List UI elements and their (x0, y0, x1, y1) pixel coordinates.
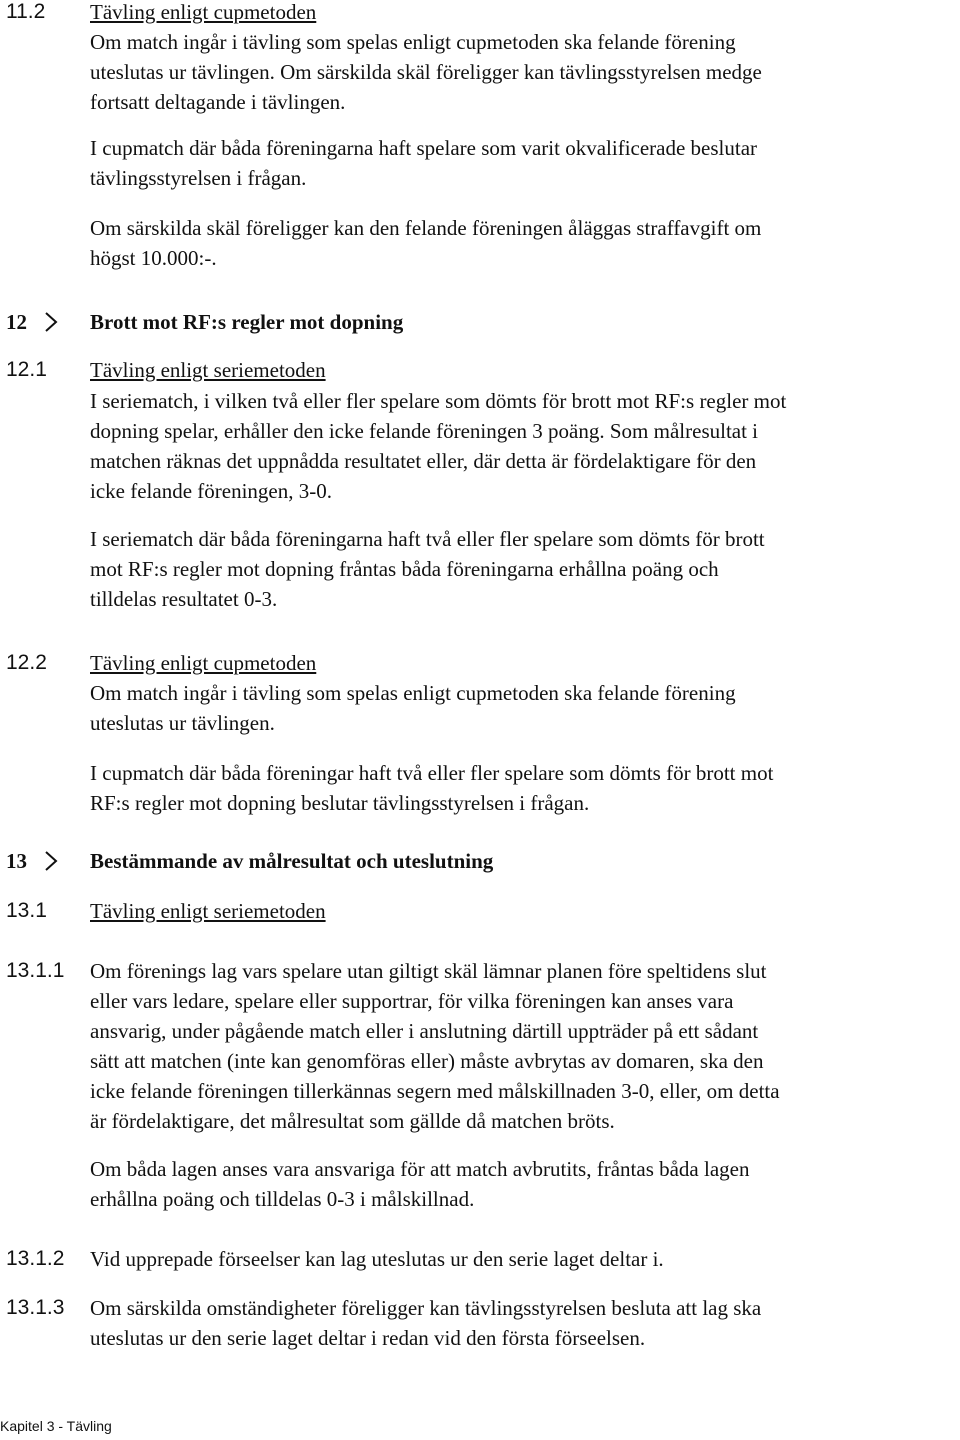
subsection-number: 13.1.3 (6, 1296, 65, 1319)
chapter-number: 13 (6, 849, 27, 873)
page-footer: Kapitel 3 - Tävling (0, 1418, 112, 1434)
paragraph: I cupmatch där båda föreningar haft två eller fler spelare som dömts för brott mot RF:s regler mot dopning beslutar tävlingsstyrelsen i frågan. (90, 761, 774, 815)
subsection-number: 13.1.1 (6, 959, 65, 982)
paragraph: I cupmatch där båda föreningarna haft spelare som varit okvalificerade beslutar tävlingsstyrelsen i frågan. (90, 136, 758, 190)
paragraph: I seriematch, i vilken två eller fler spelare som dömts för brott mot RF:s regler mot dopning spelar, erhåller den icke felande föreningen 3 poäng. Som målresultat i matchen räknas det uppnådda resultatet eller, där detta är fördelaktigare för den icke felande föreningen, 3-0. (90, 389, 787, 503)
chapter-title: Brott mot RF:s regler mot dopning (90, 310, 404, 334)
chapter-title: Bestämmande av målresultat och uteslutning (90, 849, 494, 873)
chapter-number: 12 (6, 310, 27, 334)
paragraph: Vid upprepade förseelser kan lag uteslutas ur den serie laget deltar i. (90, 1247, 664, 1271)
section-title: Tävling enligt cupmetoden (90, 651, 317, 675)
section-title: Tävling enligt cupmetoden (90, 0, 317, 24)
heading-marker-icon (44, 850, 58, 872)
paragraph: Om särskilda skäl föreligger kan den felande föreningen åläggas straffavgift om högst 10.000:-. (90, 216, 762, 270)
section-number: 12.2 (6, 651, 47, 674)
paragraph: Om match ingår i tävling som spelas enligt cupmetoden ska felande förening uteslutas ur tävlingen. (90, 681, 736, 735)
subsection-number: 13.1.2 (6, 1247, 65, 1270)
heading-marker-icon (44, 311, 58, 333)
section-number: 12.1 (6, 358, 47, 381)
paragraph: Om match ingår i tävling som spelas enligt cupmetoden ska felande förening uteslutas ur tävlingen. Om särskilda skäl föreligger kan tävlingsstyrelsen medge fortsatt deltagande i tävlingen. (90, 30, 762, 114)
section-number: 13.1 (6, 899, 47, 922)
section-title: Tävling enligt seriemetoden (90, 358, 326, 382)
paragraph: Om särskilda omständigheter föreligger kan tävlingsstyrelsen besluta att lag ska uteslutas ur den serie laget deltar i redan vid den första förseelsen. (90, 1296, 762, 1350)
section-number: 11.2 (6, 0, 46, 23)
paragraph: I seriematch där båda föreningarna haft två eller fler spelare som dömts för brott mot RF:s regler mot dopning fråntas båda föreningarna erhållna poäng och tilldelas resultatet 0-3. (90, 527, 765, 611)
paragraph: Om förenings lag vars spelare utan giltigt skäl lämnar planen före speltidens slut eller vars ledare, spelare eller supportrar, för vilka föreningen kan anses vara ansvarig, under pågående match eller i anslutning därtill uppträder på ett sådant sätt att matchen (inte kan genomföras eller) måste avbrytas av domaren, ska den icke felande föreningen tillerkännas segern med målskillnaden 3-0, eller, om detta är fördelaktigare, det målresultat som gällde då matchen bröts. (90, 959, 780, 1133)
section-title: Tävling enligt seriemetoden (90, 899, 326, 923)
paragraph: Om båda lagen anses vara ansvariga för att match avbrutits, fråntas båda lagen erhållna poäng och tilldelas 0-3 i målskillnad. (90, 1157, 750, 1211)
